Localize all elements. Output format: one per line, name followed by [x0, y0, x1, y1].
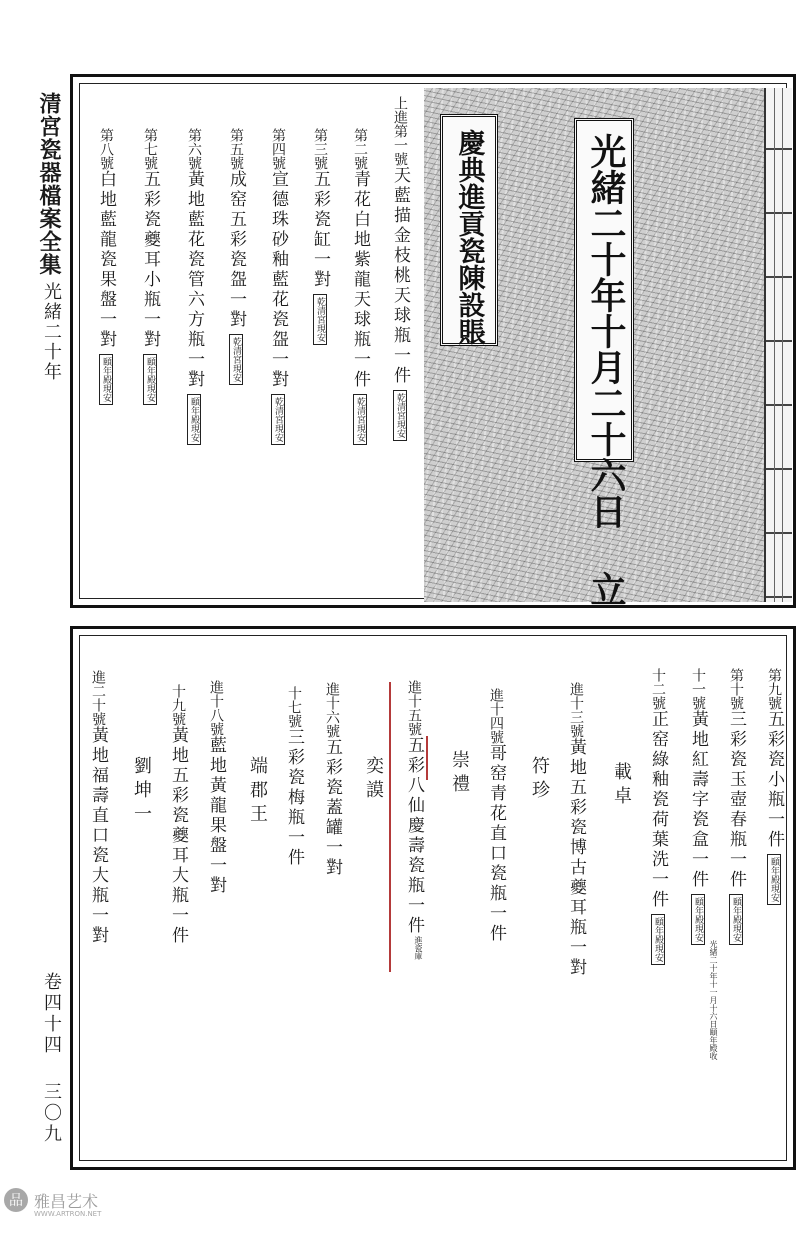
entry-number: 第三號 [312, 128, 328, 170]
donor-name: 劉坤一 [131, 756, 152, 828]
entry-number: 第五號 [228, 128, 244, 170]
entry-text: 青花白地紫龍天球瓶一件 [350, 170, 370, 390]
donor-name: 崇禮 [449, 750, 470, 798]
entry-number: 進二十號 [90, 670, 106, 726]
receipt-annotation: 光緒二十年十一月十六日頤年殿收 [709, 940, 718, 1060]
entry-number: 上進第一號 [392, 96, 408, 166]
artron-watermark [4, 1188, 102, 1218]
entry-text: 白地藍龍瓷果盤一對 [96, 170, 116, 350]
entry-number: 第八號 [98, 128, 114, 170]
entry-text: 哥窑青花直口瓷瓶一件 [486, 744, 506, 944]
entry-text: 三彩瓷玉壺春瓶一件 [726, 710, 746, 890]
location-note: 頤年殿現安 [187, 394, 201, 445]
location-note: 乾清宮現安 [229, 334, 243, 385]
location-note: 頤年殿現安 [99, 354, 113, 405]
artron-logo-icon: 品 [4, 1188, 28, 1212]
reign-year-label: 光緒二十年 [41, 282, 62, 382]
entry-number: 第十號 [728, 668, 744, 710]
bottom-entry-14 [486, 688, 505, 944]
red-short-rule [426, 736, 428, 780]
entry-text: 天藍描金枝桃天球瓶一件 [390, 166, 410, 386]
entry-number: 十九號 [170, 684, 186, 726]
red-vertical-rule [389, 682, 391, 972]
location-note: 乾清宮現安 [353, 394, 367, 445]
watermark-url: WWW.ARTRON.NET [34, 1210, 102, 1218]
volume-label: 卷四十四 [41, 972, 62, 1056]
location-note: 頤年殿現安 [729, 894, 743, 945]
cover-title-label [440, 114, 498, 346]
entry-text: 藍地黃龍果盤一對 [206, 736, 226, 896]
entry-text: 五彩八仙慶壽瓷瓶一件 [404, 736, 424, 936]
entry-text: 五彩瓷蓋罐一對 [322, 738, 342, 878]
entry-number: 第七號 [142, 128, 158, 170]
top-entry-2 [350, 128, 369, 445]
cover-title-text: 慶典進貢瓷陳設賬 [453, 129, 485, 345]
entry-number: 第六號 [186, 128, 202, 170]
entry-number: 第四號 [270, 128, 286, 170]
entry-number: 十七號 [286, 686, 302, 728]
entry-text: 黃地紅壽字瓷盒一件 [688, 710, 708, 890]
storage-annotation: 進瓷庫 [414, 936, 423, 960]
location-note: 乾清宮現安 [393, 390, 407, 441]
donor-name: 端郡王 [247, 756, 268, 828]
top-entry-4 [268, 128, 287, 445]
entry-number: 進十四號 [488, 688, 504, 744]
location-note: 頤年殿現安 [691, 894, 705, 945]
bottom-entry-15 [404, 680, 423, 936]
bottom-entry-18 [206, 680, 225, 896]
watermark-name: 雅昌艺术 [34, 1191, 99, 1211]
entry-text: 正窑綠釉瓷荷葉洗一件 [648, 710, 668, 910]
location-note: 頤年殿現安 [651, 914, 665, 965]
entry-text: 成窑五彩瓷盌一對 [226, 170, 246, 330]
top-entry-1 [390, 96, 409, 441]
entry-text: 五彩瓷夔耳小瓶一對 [140, 170, 160, 350]
cover-date-text: 光緒二十年十月二十六日 立 [585, 133, 627, 607]
entry-text: 黃地福壽直口瓷大瓶一對 [88, 726, 108, 946]
entry-number: 十二號 [650, 668, 666, 710]
entry-number: 進十三號 [568, 682, 584, 738]
donor-name: 符珍 [529, 756, 550, 804]
entry-text: 黃地五彩瓷夔耳大瓶一件 [168, 726, 188, 946]
entry-text: 五彩瓷小瓶一件 [764, 710, 784, 850]
entry-text: 五彩瓷缸一對 [310, 170, 330, 290]
bottom-entry-9 [764, 668, 783, 905]
bottom-entry-12 [648, 668, 667, 965]
bottom-entry-13 [566, 682, 585, 978]
entry-number: 十一號 [690, 668, 706, 710]
entry-text: 三彩瓷梅瓶一件 [284, 728, 304, 868]
top-entry-5 [226, 128, 245, 385]
ledger-binding-spine [764, 88, 792, 602]
collection-title: 清宮瓷器檔案全集 [36, 92, 62, 276]
top-entry-3 [310, 128, 329, 345]
location-note: 乾清宮現安 [313, 294, 327, 345]
top-entry-7 [140, 128, 159, 405]
bottom-entry-11 [688, 668, 707, 945]
cover-date-label [574, 118, 634, 607]
bottom-entry-20 [88, 670, 107, 946]
location-note: 頤年殿現安 [767, 854, 781, 905]
donor-name: 奕謨 [363, 756, 384, 804]
bottom-entry-10 [726, 668, 745, 945]
entry-number: 進十五號 [406, 680, 422, 736]
bottom-entry-19 [168, 684, 187, 946]
bottom-entry-16 [322, 682, 341, 878]
bottom-entry-17 [284, 686, 303, 868]
entry-text: 黃地藍花瓷管六方瓶一對 [184, 170, 204, 390]
entry-text: 宣德珠砂釉藍花瓷盌一對 [268, 170, 288, 390]
donor-name: 載卓 [611, 762, 632, 810]
entry-number: 第九號 [766, 668, 782, 710]
entry-number: 進十六號 [324, 682, 340, 738]
location-note: 頤年殿現安 [143, 354, 157, 405]
top-entry-6 [184, 128, 203, 445]
entry-number: 第二號 [352, 128, 368, 170]
top-entry-8 [96, 128, 115, 405]
entry-text: 黃地五彩瓷博古夔耳瓶一對 [566, 738, 586, 978]
entry-number: 進十八號 [208, 680, 224, 736]
page-number: 三〇九 [41, 1082, 62, 1145]
location-note: 乾清宮現安 [271, 394, 285, 445]
